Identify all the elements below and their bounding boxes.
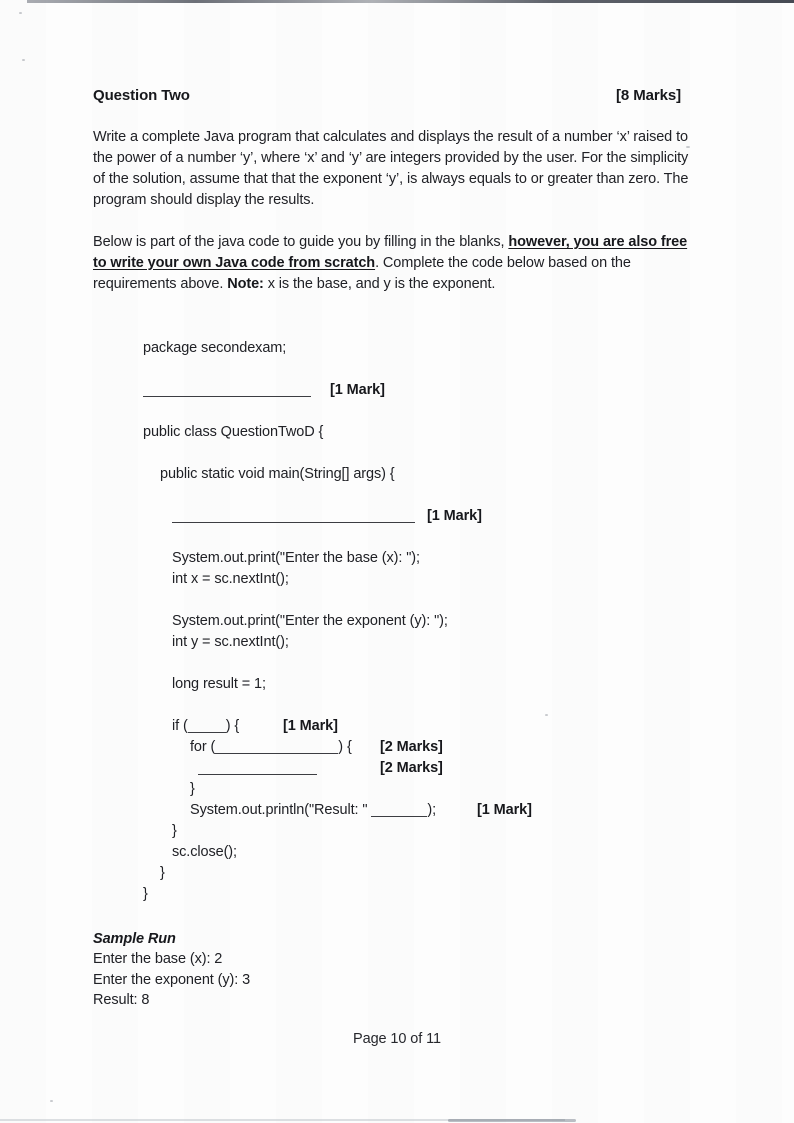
code-line-close-if: } xyxy=(172,823,177,839)
fill-in-blank-scanner xyxy=(172,509,415,523)
instructions-paragraph xyxy=(93,232,693,295)
code-line-sc-close: sc.close(); xyxy=(172,844,237,860)
question-title: Question Two xyxy=(93,87,190,104)
code-line-print-exponent: System.out.print("Enter the exponent (y): "); xyxy=(172,613,448,629)
mark-label: [1 Mark] xyxy=(330,382,385,398)
instructions-emphasis: however, you are also free to write your own Java code from scratch xyxy=(93,234,688,271)
fill-in-blank-import xyxy=(143,383,311,397)
sample-run-line: Enter the base (x): 2 xyxy=(93,951,223,968)
question-header xyxy=(93,85,681,106)
instructions-text-2: . Complete the code below based on the requirements above. xyxy=(93,255,631,292)
code-line-println-result: System.out.println("Result: " ); [1 Mark] xyxy=(143,800,743,821)
fill-in-blank-loop-body xyxy=(198,761,317,775)
code-line-import-blank xyxy=(143,380,743,401)
scan-artifact-bottom-smudge xyxy=(448,1119,576,1122)
scan-artifact-top-edge xyxy=(27,0,794,3)
scan-speck xyxy=(686,146,690,148)
scan-speck xyxy=(19,12,22,14)
task-description-paragraph: Write a complete Java program that calculates and displays the result of a number ‘x’ raised to the power of a number ‘y’, where ‘x’ and ‘y’ are integers provided by the user. For the simplicity of the solution, assume that that the exponent ‘y’, is always equals to or greater than zero. The program should display the results. xyxy=(93,129,689,208)
code-line-close-for: } xyxy=(190,781,195,797)
code-line-read-x: int x = sc.nextInt(); xyxy=(172,571,289,587)
code-line-if: if ( ) { [1 Mark] xyxy=(143,716,743,737)
page-number-footer: Page 10 of 11 xyxy=(353,1031,441,1047)
scan-speck xyxy=(22,59,25,61)
question-marks: [8 Marks] xyxy=(616,87,681,104)
mark-label: [1 Mark] xyxy=(427,508,482,524)
code-line-for: for ( ) { [2 Marks] xyxy=(143,737,743,758)
code-line-close-class: } xyxy=(143,886,148,902)
scan-speck xyxy=(50,1100,53,1102)
mark-label: [2 Marks] xyxy=(380,739,443,755)
instructions-text-3: x is the base, and y is the exponent. xyxy=(263,276,496,292)
code-line-package: package secondexam; xyxy=(143,340,287,356)
code-line-class: public class QuestionTwoD { xyxy=(143,424,324,440)
sample-run-section xyxy=(93,929,250,1011)
code-line-close-main: } xyxy=(160,865,165,881)
code-line-main: public static void main(String[] args) { xyxy=(160,466,395,482)
fill-in-blank-if-condition xyxy=(188,719,226,733)
code-line-scanner-blank xyxy=(143,506,743,527)
fill-in-blank-result xyxy=(371,803,427,817)
mark-label: [1 Mark] xyxy=(283,718,338,734)
instructions-text-1: Below is part of the java code to guide you by filling in the blanks, xyxy=(93,234,509,250)
fill-in-blank-for-header xyxy=(215,740,338,754)
code-line-print-base: System.out.print("Enter the base (x): "); xyxy=(172,550,420,566)
sample-run-line: Enter the exponent (y): 3 xyxy=(93,971,251,988)
instructions-note-label: Note: xyxy=(227,276,264,292)
code-line-read-y: int y = sc.nextInt(); xyxy=(172,634,289,650)
sample-run-title: Sample Run xyxy=(93,931,176,947)
code-block xyxy=(143,338,743,905)
mark-label: [1 Mark] xyxy=(477,802,532,818)
mark-label: [2 Marks] xyxy=(380,760,443,776)
sample-run-line: Result: 8 xyxy=(93,992,150,1009)
scan-speck xyxy=(545,714,548,716)
code-line-init-result: long result = 1; xyxy=(172,676,266,692)
code-line-loop-body-blank xyxy=(143,758,743,779)
